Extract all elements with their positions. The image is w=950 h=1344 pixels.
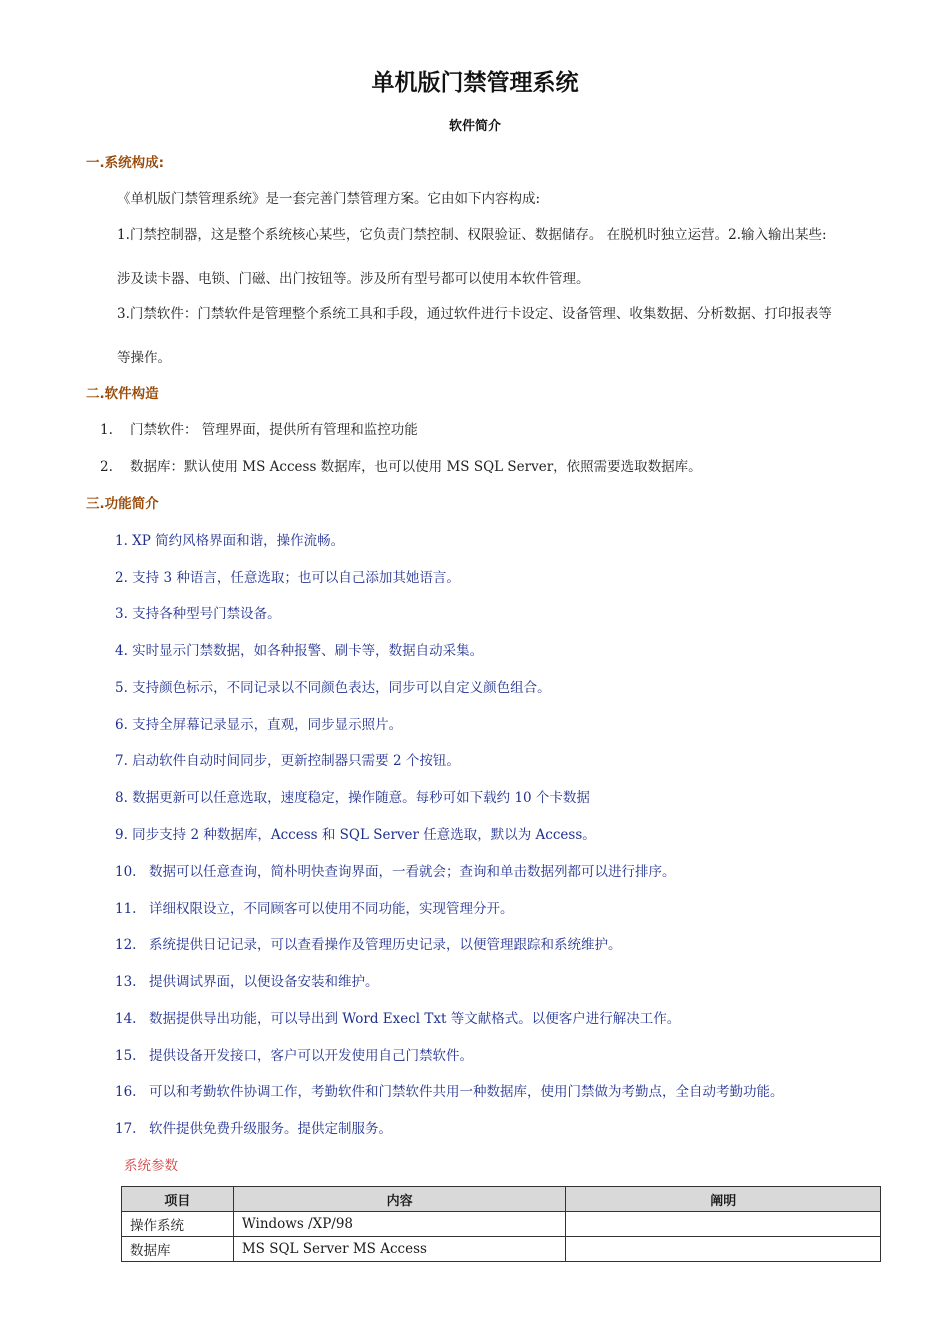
- section2-heading: 二.软件构造: [86, 386, 159, 402]
- table-cell: [566, 1212, 881, 1237]
- feature-number: 16.: [115, 1084, 137, 1100]
- feature-item: [115, 933, 622, 953]
- list-item: [100, 418, 418, 438]
- document-subtitle: 软件简介: [448, 119, 501, 134]
- feature-item: [115, 1007, 680, 1027]
- feature-item: [115, 1044, 473, 1064]
- feature-text: 9. 同步支持 2 种数据库，Access 和 SQL Server 任意选取，默以为 Access。: [115, 827, 596, 843]
- feature-number: 14.: [115, 1011, 137, 1027]
- table-cell: [566, 1237, 881, 1262]
- feature-number: 12.: [115, 937, 137, 953]
- feature-item: [115, 566, 460, 586]
- feature-item: [115, 1080, 784, 1100]
- feature-text: 4. 实时显示门禁数据，如各种报警、刷卡等，数据自动采集。: [115, 643, 484, 659]
- document-title: 单机版门禁管理系统: [371, 70, 579, 96]
- list-item: [100, 455, 702, 475]
- feature-number: 10.: [115, 864, 137, 880]
- feature-item: [115, 823, 596, 843]
- params-table: [121, 1186, 881, 1262]
- table-row: [122, 1237, 881, 1262]
- feature-text: 可以和考勤软件协调工作，考勤软件和门禁软件共用一种数据库，使用门禁做为考勤点，全自动考勤功能。: [149, 1084, 784, 1100]
- feature-item: [115, 713, 402, 733]
- section1-p1-line1: 1.门禁控制器，这是整个系统核心某些，它负责门禁控制、权限验证、数据储存。 在脱机时独立运营。2.输入输出某些:: [117, 227, 827, 243]
- section1-p3-line2: 等操作。: [117, 350, 171, 366]
- list-item-number: 1.: [100, 422, 113, 438]
- feature-item: [115, 529, 344, 549]
- feature-item: [115, 860, 676, 880]
- section1-intro: 《单机版门禁管理系统》是一套完善门禁管理方案。它由如下内容构成:: [117, 191, 541, 207]
- feature-text: 数据提供导出功能，可以导出到 Word Execl Txt 等文献格式。以便客户进行解决工作。: [149, 1011, 681, 1027]
- feature-text: 5. 支持颜色标示，不同记录以不同颜色表达，同步可以自定义颜色组合。: [115, 680, 551, 696]
- feature-text: 8. 数据更新可以任意选取，速度稳定，操作随意。每秒可如下载约 10 个卡数据: [115, 790, 590, 806]
- feature-text: 详细权限设立，不同顾客可以使用不同功能，实现管理分开。: [149, 901, 514, 917]
- feature-text: 软件提供免费升级服务。提供定制服务。: [149, 1121, 392, 1137]
- feature-item: [115, 970, 379, 990]
- section1-heading: 一.系统构成:: [86, 155, 165, 171]
- list-item-text: 数据库：默认使用 MS Access 数据库，也可以使用 MS SQL Server，依照需要选取数据库。: [130, 459, 702, 475]
- column-header: 内容: [233, 1187, 566, 1212]
- section3-heading: 三.功能简介: [86, 496, 159, 512]
- feature-text: 7. 启动软件自动时间同步，更新控制器只需要 2 个按钮。: [115, 753, 460, 769]
- feature-text: 系统提供日记记录，可以查看操作及管理历史记录，以便管理跟踪和系统维护。: [149, 937, 622, 953]
- params-caption: 系统参数: [124, 1158, 178, 1174]
- feature-text: 2. 支持 3 种语言，任意选取；也可以自己添加其她语言。: [115, 570, 460, 586]
- feature-item: [115, 639, 483, 659]
- feature-item: [115, 897, 514, 917]
- table-cell: MS SQL Server MS Access: [233, 1237, 566, 1262]
- feature-text: 1. XP 简约风格界面和谐，操作流畅。: [115, 533, 345, 549]
- feature-number: 13.: [115, 974, 137, 990]
- feature-number: 15.: [115, 1048, 137, 1064]
- feature-item: [115, 676, 551, 696]
- feature-text: 数据可以任意查询，简朴明快查询界面，一看就会；查询和单击数据列都可以进行排序。: [149, 864, 676, 880]
- feature-text: 提供调试界面，以便设备安装和维护。: [149, 974, 379, 990]
- column-header: 阐明: [566, 1187, 881, 1212]
- table-cell: Windows /XP/98: [233, 1212, 566, 1237]
- table-cell: 数据库: [122, 1237, 234, 1262]
- list-item-text: 门禁软件： 管理界面，提供所有管理和监控功能: [130, 422, 418, 438]
- feature-text: 6. 支持全屏幕记录显示，直观，同步显示照片。: [115, 717, 403, 733]
- column-header: 项目: [122, 1187, 234, 1212]
- list-item-number: 2.: [100, 459, 113, 475]
- section1-p1-line2: 涉及读卡器、电锁、门磁、出门按钮等。涉及所有型号都可以使用本软件管理。: [117, 271, 590, 287]
- feature-item: [115, 786, 590, 806]
- feature-item: [115, 749, 460, 769]
- feature-text: 提供设备开发接口，客户可以开发使用自己门禁软件。: [149, 1048, 473, 1064]
- feature-number: 17.: [115, 1121, 137, 1137]
- table-row: [122, 1212, 881, 1237]
- table-header-row: [122, 1187, 881, 1212]
- feature-text: 3. 支持各种型号门禁设备。: [115, 606, 281, 622]
- table-cell: 操作系统: [122, 1212, 234, 1237]
- feature-item: [115, 602, 281, 622]
- section1-p3-line1: 3.门禁软件：门禁软件是管理整个系统工具和手段，通过软件进行卡设定、设备管理、收集数据、分析数据、打印报表等: [117, 306, 832, 322]
- feature-item: [115, 1117, 392, 1137]
- feature-number: 11.: [115, 901, 137, 917]
